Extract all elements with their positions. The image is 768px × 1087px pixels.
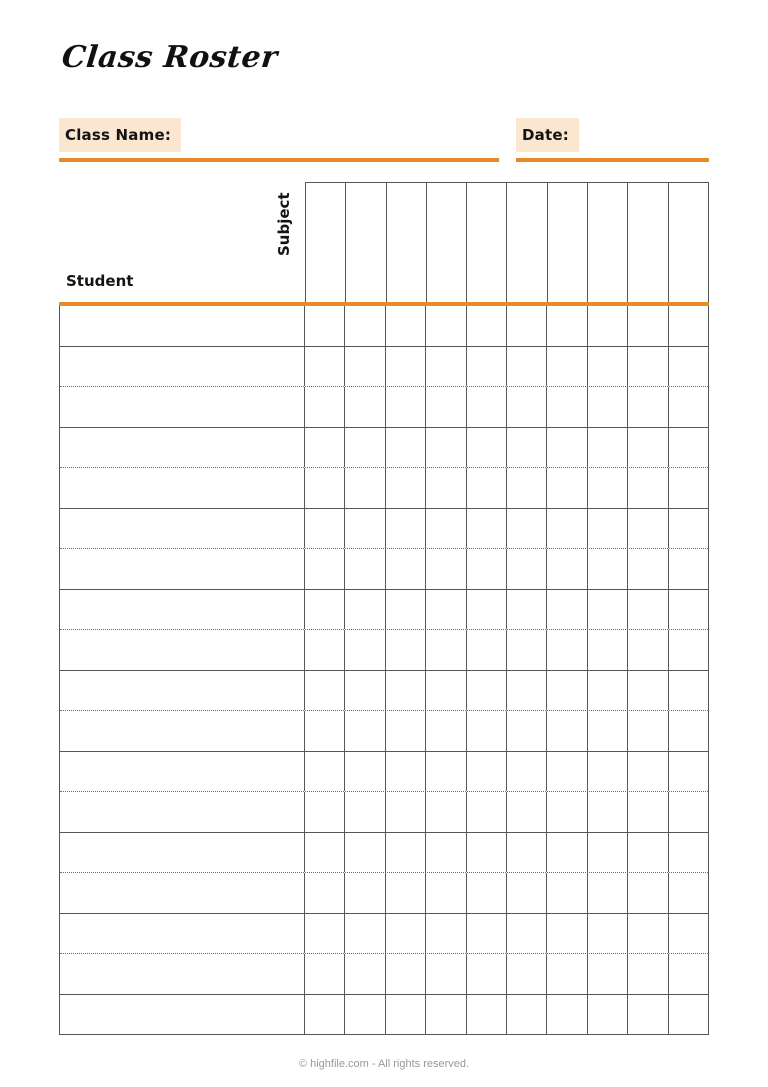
subject-cell[interactable] [305,509,345,549]
subject-cell[interactable] [588,347,628,387]
subject-cell[interactable] [507,711,547,751]
subject-cell[interactable] [628,752,668,792]
subject-cell[interactable] [628,711,668,751]
subject-cell[interactable] [628,954,668,994]
student-name-cell[interactable] [60,914,305,954]
subject-cell[interactable] [588,509,628,549]
table-header [59,182,709,302]
subject-cell[interactable] [345,630,385,670]
subject-cell[interactable] [386,468,426,508]
subject-cell[interactable] [669,954,708,994]
subject-cell[interactable] [547,306,587,346]
student-name-cell[interactable] [60,711,305,751]
subject-cells [305,428,708,468]
subject-cells [305,954,708,994]
subject-cell[interactable] [507,954,547,994]
subject-cells [305,509,708,549]
table-row[interactable] [60,954,708,995]
subject-cell[interactable] [467,549,507,589]
subject-cells [305,873,708,913]
subject-cell[interactable] [507,509,547,549]
subject-cell[interactable] [588,590,628,630]
date-underline [516,158,709,162]
subject-cell[interactable] [588,671,628,711]
subject-cell[interactable] [345,711,385,751]
subject-cell[interactable] [386,428,426,468]
table-row[interactable] [60,306,708,347]
class-name-label: Class Name: [65,126,172,144]
subject-cell[interactable] [345,995,385,1036]
table-row[interactable] [60,873,708,914]
subject-cell[interactable] [467,387,507,427]
subject-cell[interactable] [547,711,587,751]
subject-cell[interactable] [386,995,426,1036]
subject-cell[interactable] [669,752,708,792]
subject-cell[interactable] [547,387,587,427]
student-name-cell[interactable] [60,671,305,711]
subject-cell[interactable] [669,468,708,508]
subject-cell[interactable] [628,306,668,346]
subject-cell[interactable] [345,914,385,954]
table-row[interactable] [60,590,708,631]
subject-cell[interactable] [547,752,587,792]
student-name-cell[interactable] [60,752,305,792]
subject-cell[interactable] [547,590,587,630]
table-row[interactable] [60,630,708,671]
subject-cell[interactable] [588,428,628,468]
subject-cell[interactable] [628,914,668,954]
subject-cell[interactable] [628,590,668,630]
subject-column-header[interactable] [306,183,346,302]
subject-cell[interactable] [588,630,628,670]
subject-cell[interactable] [305,468,345,508]
subject-cells [305,306,708,346]
subject-cell[interactable] [467,873,507,913]
subject-cell[interactable] [426,509,466,549]
subject-cell[interactable] [669,711,708,751]
subject-cell[interactable] [305,914,345,954]
subject-cell[interactable] [628,347,668,387]
student-name-cell[interactable] [60,630,305,670]
subject-cell[interactable] [547,549,587,589]
subject-cell[interactable] [547,671,587,711]
subject-cell[interactable] [386,711,426,751]
subject-cell[interactable] [547,833,587,873]
subject-cell[interactable] [305,590,345,630]
subject-cell[interactable] [386,873,426,913]
subject-cell[interactable] [669,873,708,913]
subject-column-header[interactable] [387,183,427,302]
subject-column-header[interactable] [548,183,588,302]
subject-cell[interactable] [305,833,345,873]
date-field[interactable] [516,118,709,162]
subject-cell[interactable] [386,833,426,873]
subject-column-header[interactable] [467,183,507,302]
subject-cell[interactable] [507,468,547,508]
subject-cell[interactable] [305,630,345,670]
subject-cell[interactable] [507,428,547,468]
subject-cell[interactable] [628,873,668,913]
subject-cell[interactable] [426,873,466,913]
subject-cell[interactable] [305,792,345,832]
subject-cell[interactable] [345,671,385,711]
subject-cell[interactable] [467,711,507,751]
date-label: Date: [522,126,569,144]
subject-cell[interactable] [588,954,628,994]
subject-cells [305,387,708,427]
subject-cell[interactable] [669,914,708,954]
subject-column-header[interactable] [346,183,386,302]
subject-cell[interactable] [669,833,708,873]
subject-cell[interactable] [305,873,345,913]
subject-cell[interactable] [507,306,547,346]
subject-cell[interactable] [386,347,426,387]
subject-cell[interactable] [588,995,628,1036]
subject-cells [305,549,708,589]
subject-cell[interactable] [426,914,466,954]
subject-cell[interactable] [426,995,466,1036]
subject-cell[interactable] [669,387,708,427]
subject-cell[interactable] [547,347,587,387]
subject-cell[interactable] [669,995,708,1036]
subject-cell[interactable] [669,428,708,468]
subject-cell[interactable] [507,914,547,954]
subject-cell[interactable] [669,792,708,832]
subject-cell[interactable] [507,387,547,427]
subject-column-header[interactable] [628,183,668,302]
subject-cell[interactable] [426,833,466,873]
subject-cell[interactable] [426,752,466,792]
subject-cell[interactable] [345,549,385,589]
subject-cell[interactable] [305,306,345,346]
table-body [59,306,709,1035]
subject-cell[interactable] [507,792,547,832]
subject-cell[interactable] [507,873,547,913]
page-title: Class Roster [60,40,280,75]
subject-cell[interactable] [467,428,507,468]
subject-cell[interactable] [507,752,547,792]
subject-cell[interactable] [305,347,345,387]
subject-cell[interactable] [507,549,547,589]
subject-cell[interactable] [426,549,466,589]
student-name-cell[interactable] [60,954,305,994]
subject-cell[interactable] [386,671,426,711]
subject-cell[interactable] [345,468,385,508]
subject-cells [305,630,708,670]
table-row[interactable] [60,914,708,955]
subject-cell[interactable] [426,347,466,387]
subject-cells [305,914,708,954]
subject-cell[interactable] [588,468,628,508]
date-label-tag [516,118,579,152]
subject-cell[interactable] [669,590,708,630]
subject-cell[interactable] [467,468,507,508]
subject-column-header[interactable] [669,183,709,302]
table-row[interactable] [60,387,708,428]
subject-cell[interactable] [345,428,385,468]
student-name-cell[interactable] [60,873,305,913]
subject-cell[interactable] [507,671,547,711]
subject-cell[interactable] [467,590,507,630]
student-name-cell[interactable] [60,549,305,589]
subject-cell[interactable] [426,954,466,994]
subject-cell[interactable] [588,873,628,913]
subject-cell[interactable] [386,630,426,670]
subject-cell[interactable] [547,428,587,468]
subject-cell[interactable] [386,387,426,427]
student-name-cell[interactable] [60,347,305,387]
subject-cells [305,833,708,873]
subject-cells [305,995,708,1036]
subject-cell[interactable] [507,630,547,670]
subject-cell[interactable] [386,509,426,549]
table-row[interactable] [60,549,708,590]
subject-cell[interactable] [345,954,385,994]
table-row[interactable] [60,792,708,833]
subject-cell[interactable] [547,630,587,670]
table-row[interactable] [60,711,708,752]
subject-cell[interactable] [386,306,426,346]
subject-cell[interactable] [628,387,668,427]
subject-cell[interactable] [426,792,466,832]
subject-cell[interactable] [507,347,547,387]
subject-cell[interactable] [588,792,628,832]
footer-copyright: © highfile.com - All rights reserved. [298,1058,470,1070]
subject-cell[interactable] [547,914,587,954]
subject-cell[interactable] [669,630,708,670]
table-row[interactable] [60,428,708,469]
subject-cell[interactable] [467,630,507,670]
subject-cells [305,671,708,711]
subject-cell[interactable] [547,792,587,832]
subject-cell[interactable] [669,549,708,589]
subject-cell[interactable] [345,306,385,346]
table-row[interactable] [60,995,708,1036]
subject-cell[interactable] [386,590,426,630]
subject-cell[interactable] [426,468,466,508]
form-fields [59,118,709,162]
student-name-cell[interactable] [60,792,305,832]
subject-cell[interactable] [467,833,507,873]
subject-cell[interactable] [386,914,426,954]
table-row[interactable] [60,509,708,550]
subject-cell[interactable] [547,873,587,913]
subject-cell[interactable] [588,549,628,589]
subject-cell[interactable] [305,995,345,1036]
subject-cell[interactable] [345,590,385,630]
subject-cell[interactable] [386,549,426,589]
subject-cell[interactable] [588,711,628,751]
subject-cell[interactable] [507,590,547,630]
subject-cell[interactable] [588,752,628,792]
student-name-cell[interactable] [60,995,305,1036]
subject-cell[interactable] [669,509,708,549]
subject-column-header[interactable] [588,183,628,302]
subject-cell[interactable] [345,347,385,387]
subject-cell[interactable] [305,387,345,427]
table-row[interactable] [60,671,708,712]
subject-cell[interactable] [467,995,507,1036]
subject-cell[interactable] [467,671,507,711]
student-name-cell[interactable] [60,833,305,873]
subject-cell[interactable] [588,914,628,954]
subject-cell[interactable] [305,752,345,792]
subject-cells [305,792,708,832]
subject-cell[interactable] [547,509,587,549]
subject-cell[interactable] [386,792,426,832]
subject-column-headers [305,182,709,302]
subject-cells [305,590,708,630]
subject-cell[interactable] [507,833,547,873]
table-row[interactable] [60,468,708,509]
subject-cell[interactable] [507,995,547,1036]
subject-header-label: Subject [275,192,293,256]
table-row[interactable] [60,752,708,793]
subject-cell[interactable] [588,833,628,873]
subject-cell[interactable] [547,995,587,1036]
subject-cell[interactable] [547,954,587,994]
subject-cell[interactable] [628,428,668,468]
subject-cell[interactable] [628,549,668,589]
subject-cell[interactable] [588,387,628,427]
subject-cells [305,468,708,508]
subject-cell[interactable] [628,671,668,711]
subject-cell[interactable] [467,914,507,954]
table-row[interactable] [60,347,708,388]
subject-cell[interactable] [305,428,345,468]
subject-cell[interactable] [305,711,345,751]
subject-cell[interactable] [426,711,466,751]
subject-cell[interactable] [628,833,668,873]
subject-cell[interactable] [386,752,426,792]
subject-cell[interactable] [628,630,668,670]
subject-cell[interactable] [345,509,385,549]
subject-cell[interactable] [426,306,466,346]
subject-cell[interactable] [345,792,385,832]
student-name-cell[interactable] [60,590,305,630]
table-row[interactable] [60,833,708,874]
subject-cell[interactable] [669,671,708,711]
subject-cell[interactable] [547,468,587,508]
subject-cell[interactable] [628,468,668,508]
student-name-cell[interactable] [60,387,305,427]
subject-cell[interactable] [669,347,708,387]
subject-cell[interactable] [628,509,668,549]
subject-cell[interactable] [345,752,385,792]
subject-cell[interactable] [467,752,507,792]
subject-cell[interactable] [669,306,708,346]
student-name-cell[interactable] [60,468,305,508]
subject-cell[interactable] [305,954,345,994]
subject-cell[interactable] [426,590,466,630]
subject-cells [305,347,708,387]
subject-column-header[interactable] [507,183,547,302]
subject-cell[interactable] [345,873,385,913]
subject-cell[interactable] [467,954,507,994]
subject-cell[interactable] [426,428,466,468]
subject-cell[interactable] [345,387,385,427]
subject-cell[interactable] [628,792,668,832]
subject-cell[interactable] [305,549,345,589]
subject-cell[interactable] [345,833,385,873]
subject-cell[interactable] [467,306,507,346]
student-header-label: Student [66,272,134,290]
subject-cells [305,711,708,751]
subject-cell[interactable] [467,509,507,549]
subject-cell[interactable] [386,954,426,994]
subject-column-header[interactable] [427,183,467,302]
student-name-cell[interactable] [60,428,305,468]
subject-cell[interactable] [426,671,466,711]
subject-cell[interactable] [426,630,466,670]
student-name-cell[interactable] [60,509,305,549]
subject-cell[interactable] [628,995,668,1036]
student-name-cell[interactable] [60,306,305,346]
class-name-label-tag [59,118,181,152]
subject-cells [305,752,708,792]
subject-cell[interactable] [467,792,507,832]
subject-cell[interactable] [426,387,466,427]
roster-table [59,182,709,1035]
subject-cell[interactable] [467,347,507,387]
subject-cell[interactable] [588,306,628,346]
subject-cell[interactable] [305,671,345,711]
student-column-header [59,182,305,302]
